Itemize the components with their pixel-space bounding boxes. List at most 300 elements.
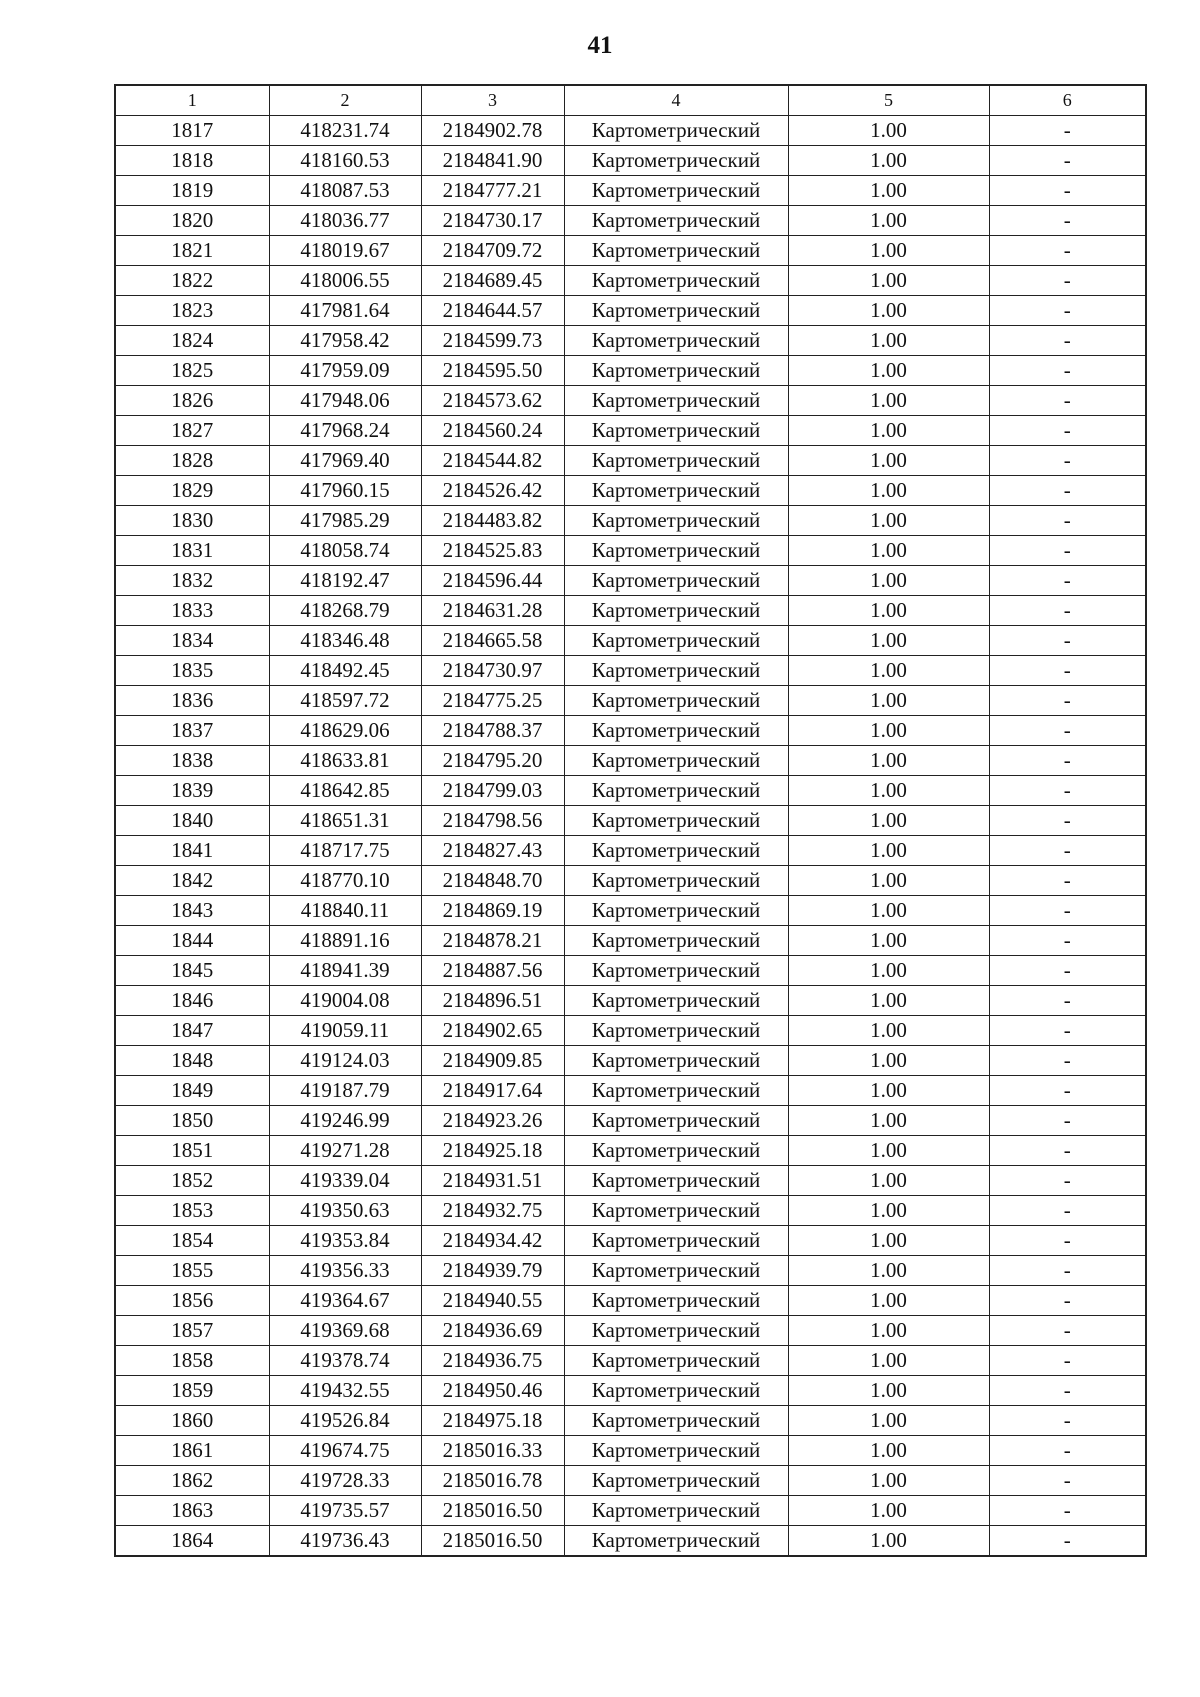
- accuracy-cell: 1.00: [788, 386, 989, 416]
- table-row: [115, 1406, 1146, 1436]
- accuracy-cell: 1.00: [788, 566, 989, 596]
- y-coordinate-cell: 2184644.57: [421, 296, 564, 326]
- table-row: [115, 686, 1146, 716]
- y-coordinate-cell: 2184909.85: [421, 1046, 564, 1076]
- accuracy-cell: 1.00: [788, 926, 989, 956]
- method-cell: Картометрический: [564, 1106, 788, 1136]
- accuracy-cell: 1.00: [788, 146, 989, 176]
- description-cell: -: [989, 656, 1146, 686]
- x-coordinate-cell: 419187.79: [269, 1076, 421, 1106]
- column-header: 5: [788, 85, 989, 116]
- y-coordinate-cell: 2184573.62: [421, 386, 564, 416]
- point-number-cell: 1837: [115, 716, 269, 746]
- table-row: [115, 176, 1146, 206]
- accuracy-cell: 1.00: [788, 1316, 989, 1346]
- method-cell: Картометрический: [564, 1346, 788, 1376]
- y-coordinate-cell: 2184902.65: [421, 1016, 564, 1046]
- point-number-cell: 1822: [115, 266, 269, 296]
- point-number-cell: 1842: [115, 866, 269, 896]
- table-row: [115, 1226, 1146, 1256]
- point-number-cell: 1854: [115, 1226, 269, 1256]
- y-coordinate-cell: 2184483.82: [421, 506, 564, 536]
- table-row: [115, 836, 1146, 866]
- method-cell: Картометрический: [564, 776, 788, 806]
- y-coordinate-cell: 2184896.51: [421, 986, 564, 1016]
- table-row: [115, 956, 1146, 986]
- method-cell: Картометрический: [564, 686, 788, 716]
- table-row: [115, 896, 1146, 926]
- accuracy-cell: 1.00: [788, 266, 989, 296]
- description-cell: -: [989, 416, 1146, 446]
- table-row: [115, 446, 1146, 476]
- point-number-cell: 1863: [115, 1496, 269, 1526]
- method-cell: Картометрический: [564, 266, 788, 296]
- accuracy-cell: 1.00: [788, 1466, 989, 1496]
- description-cell: -: [989, 1166, 1146, 1196]
- method-cell: Картометрический: [564, 1466, 788, 1496]
- point-number-cell: 1821: [115, 236, 269, 266]
- description-cell: -: [989, 1046, 1146, 1076]
- accuracy-cell: 1.00: [788, 356, 989, 386]
- x-coordinate-cell: 418087.53: [269, 176, 421, 206]
- x-coordinate-cell: 419356.33: [269, 1256, 421, 1286]
- x-coordinate-cell: 417981.64: [269, 296, 421, 326]
- y-coordinate-cell: 2184730.17: [421, 206, 564, 236]
- table-row: [115, 566, 1146, 596]
- y-coordinate-cell: 2184709.72: [421, 236, 564, 266]
- table-row: [115, 1076, 1146, 1106]
- y-coordinate-cell: 2184788.37: [421, 716, 564, 746]
- description-cell: -: [989, 1076, 1146, 1106]
- y-coordinate-cell: 2184902.78: [421, 116, 564, 146]
- point-number-cell: 1847: [115, 1016, 269, 1046]
- x-coordinate-cell: 418642.85: [269, 776, 421, 806]
- y-coordinate-cell: 2185016.78: [421, 1466, 564, 1496]
- point-number-cell: 1855: [115, 1256, 269, 1286]
- x-coordinate-cell: 419059.11: [269, 1016, 421, 1046]
- y-coordinate-cell: 2184936.69: [421, 1316, 564, 1346]
- x-coordinate-cell: 419674.75: [269, 1436, 421, 1466]
- x-coordinate-cell: 418770.10: [269, 866, 421, 896]
- method-cell: Картометрический: [564, 1196, 788, 1226]
- y-coordinate-cell: 2184798.56: [421, 806, 564, 836]
- column-header: 3: [421, 85, 564, 116]
- y-coordinate-cell: 2184934.42: [421, 1226, 564, 1256]
- point-number-cell: 1861: [115, 1436, 269, 1466]
- accuracy-cell: 1.00: [788, 1436, 989, 1466]
- method-cell: Картометрический: [564, 1376, 788, 1406]
- description-cell: -: [989, 1436, 1146, 1466]
- description-cell: -: [989, 1226, 1146, 1256]
- method-cell: Картометрический: [564, 296, 788, 326]
- description-cell: -: [989, 206, 1146, 236]
- table-row: [115, 146, 1146, 176]
- point-number-cell: 1859: [115, 1376, 269, 1406]
- method-cell: Картометрический: [564, 356, 788, 386]
- method-cell: Картометрический: [564, 626, 788, 656]
- accuracy-cell: 1.00: [788, 1526, 989, 1557]
- point-number-cell: 1824: [115, 326, 269, 356]
- accuracy-cell: 1.00: [788, 746, 989, 776]
- description-cell: -: [989, 116, 1146, 146]
- y-coordinate-cell: 2184932.75: [421, 1196, 564, 1226]
- page-number: 41: [587, 32, 613, 59]
- x-coordinate-cell: 418629.06: [269, 716, 421, 746]
- method-cell: Картометрический: [564, 236, 788, 266]
- point-number-cell: 1817: [115, 116, 269, 146]
- description-cell: -: [989, 506, 1146, 536]
- accuracy-cell: 1.00: [788, 866, 989, 896]
- method-cell: Картометрический: [564, 986, 788, 1016]
- accuracy-cell: 1.00: [788, 1166, 989, 1196]
- table-row: [115, 1046, 1146, 1076]
- table-row: [115, 206, 1146, 236]
- point-number-cell: 1832: [115, 566, 269, 596]
- method-cell: Картометрический: [564, 1166, 788, 1196]
- x-coordinate-cell: 418717.75: [269, 836, 421, 866]
- point-number-cell: 1825: [115, 356, 269, 386]
- accuracy-cell: 1.00: [788, 896, 989, 926]
- description-cell: -: [989, 836, 1146, 866]
- method-cell: Картометрический: [564, 1526, 788, 1557]
- y-coordinate-cell: 2185016.50: [421, 1496, 564, 1526]
- point-number-cell: 1849: [115, 1076, 269, 1106]
- description-cell: -: [989, 626, 1146, 656]
- method-cell: Картометрический: [564, 1046, 788, 1076]
- y-coordinate-cell: 2184887.56: [421, 956, 564, 986]
- method-cell: Картометрический: [564, 506, 788, 536]
- point-number-cell: 1841: [115, 836, 269, 866]
- method-cell: Картометрический: [564, 1016, 788, 1046]
- method-cell: Картометрический: [564, 1226, 788, 1256]
- table-row: [115, 626, 1146, 656]
- description-cell: -: [989, 686, 1146, 716]
- point-number-cell: 1844: [115, 926, 269, 956]
- accuracy-cell: 1.00: [788, 236, 989, 266]
- table-row: [115, 1436, 1146, 1466]
- x-coordinate-cell: 418006.55: [269, 266, 421, 296]
- x-coordinate-cell: 419432.55: [269, 1376, 421, 1406]
- point-number-cell: 1819: [115, 176, 269, 206]
- table-row: [115, 1136, 1146, 1166]
- description-cell: -: [989, 776, 1146, 806]
- y-coordinate-cell: 2184950.46: [421, 1376, 564, 1406]
- table-header-row: [115, 85, 1146, 116]
- accuracy-cell: 1.00: [788, 176, 989, 206]
- accuracy-cell: 1.00: [788, 1046, 989, 1076]
- description-cell: -: [989, 1016, 1146, 1046]
- x-coordinate-cell: 419728.33: [269, 1466, 421, 1496]
- y-coordinate-cell: 2184869.19: [421, 896, 564, 926]
- accuracy-cell: 1.00: [788, 626, 989, 656]
- y-coordinate-cell: 2184917.64: [421, 1076, 564, 1106]
- x-coordinate-cell: 418840.11: [269, 896, 421, 926]
- table-row: [115, 326, 1146, 356]
- accuracy-cell: 1.00: [788, 206, 989, 236]
- x-coordinate-cell: 418651.31: [269, 806, 421, 836]
- method-cell: Картометрический: [564, 866, 788, 896]
- accuracy-cell: 1.00: [788, 1346, 989, 1376]
- y-coordinate-cell: 2184939.79: [421, 1256, 564, 1286]
- method-cell: Картометрический: [564, 806, 788, 836]
- description-cell: -: [989, 956, 1146, 986]
- y-coordinate-cell: 2184925.18: [421, 1136, 564, 1166]
- description-cell: -: [989, 1466, 1146, 1496]
- y-coordinate-cell: 2184526.42: [421, 476, 564, 506]
- description-cell: -: [989, 1136, 1146, 1166]
- table-row: [115, 1166, 1146, 1196]
- x-coordinate-cell: 418036.77: [269, 206, 421, 236]
- point-number-cell: 1818: [115, 146, 269, 176]
- accuracy-cell: 1.00: [788, 416, 989, 446]
- x-coordinate-cell: 418597.72: [269, 686, 421, 716]
- x-coordinate-cell: 419526.84: [269, 1406, 421, 1436]
- table-body: [115, 85, 1146, 1556]
- y-coordinate-cell: 2184799.03: [421, 776, 564, 806]
- x-coordinate-cell: 418231.74: [269, 116, 421, 146]
- table-row: [115, 386, 1146, 416]
- x-coordinate-cell: 417969.40: [269, 446, 421, 476]
- table-row: [115, 1016, 1146, 1046]
- table-row: [115, 1316, 1146, 1346]
- x-coordinate-cell: 419124.03: [269, 1046, 421, 1076]
- table-row: [115, 416, 1146, 446]
- description-cell: -: [989, 1496, 1146, 1526]
- point-number-cell: 1851: [115, 1136, 269, 1166]
- x-coordinate-cell: 419735.57: [269, 1496, 421, 1526]
- point-number-cell: 1857: [115, 1316, 269, 1346]
- column-header: 4: [564, 85, 788, 116]
- method-cell: Картометрический: [564, 476, 788, 506]
- y-coordinate-cell: 2184730.97: [421, 656, 564, 686]
- x-coordinate-cell: 417985.29: [269, 506, 421, 536]
- y-coordinate-cell: 2184940.55: [421, 1286, 564, 1316]
- x-coordinate-cell: 419004.08: [269, 986, 421, 1016]
- x-coordinate-cell: 418058.74: [269, 536, 421, 566]
- description-cell: -: [989, 536, 1146, 566]
- x-coordinate-cell: 419246.99: [269, 1106, 421, 1136]
- table-row: [115, 506, 1146, 536]
- description-cell: -: [989, 146, 1146, 176]
- method-cell: Картометрический: [564, 1256, 788, 1286]
- method-cell: Картометрический: [564, 1286, 788, 1316]
- table-row: [115, 866, 1146, 896]
- x-coordinate-cell: 417948.06: [269, 386, 421, 416]
- y-coordinate-cell: 2184560.24: [421, 416, 564, 446]
- x-coordinate-cell: 419271.28: [269, 1136, 421, 1166]
- y-coordinate-cell: 2184665.58: [421, 626, 564, 656]
- point-number-cell: 1831: [115, 536, 269, 566]
- method-cell: Картометрический: [564, 746, 788, 776]
- y-coordinate-cell: 2184936.75: [421, 1346, 564, 1376]
- y-coordinate-cell: 2184596.44: [421, 566, 564, 596]
- y-coordinate-cell: 2185016.33: [421, 1436, 564, 1466]
- description-cell: -: [989, 986, 1146, 1016]
- x-coordinate-cell: 417960.15: [269, 476, 421, 506]
- description-cell: -: [989, 716, 1146, 746]
- point-number-cell: 1850: [115, 1106, 269, 1136]
- x-coordinate-cell: 418891.16: [269, 926, 421, 956]
- x-coordinate-cell: 418019.67: [269, 236, 421, 266]
- description-cell: -: [989, 266, 1146, 296]
- x-coordinate-cell: 419364.67: [269, 1286, 421, 1316]
- table-row: [115, 266, 1146, 296]
- description-cell: -: [989, 1106, 1146, 1136]
- accuracy-cell: 1.00: [788, 986, 989, 1016]
- table-row: [115, 986, 1146, 1016]
- method-cell: Картометрический: [564, 1136, 788, 1166]
- accuracy-cell: 1.00: [788, 596, 989, 626]
- description-cell: -: [989, 1256, 1146, 1286]
- accuracy-cell: 1.00: [788, 536, 989, 566]
- column-header: 2: [269, 85, 421, 116]
- column-header: 1: [115, 85, 269, 116]
- accuracy-cell: 1.00: [788, 116, 989, 146]
- table-row: [115, 1346, 1146, 1376]
- y-coordinate-cell: 2184599.73: [421, 326, 564, 356]
- accuracy-cell: 1.00: [788, 836, 989, 866]
- point-number-cell: 1835: [115, 656, 269, 686]
- x-coordinate-cell: 419736.43: [269, 1526, 421, 1557]
- accuracy-cell: 1.00: [788, 296, 989, 326]
- table-row: [115, 656, 1146, 686]
- description-cell: -: [989, 1346, 1146, 1376]
- x-coordinate-cell: 418192.47: [269, 566, 421, 596]
- method-cell: Картометрический: [564, 416, 788, 446]
- accuracy-cell: 1.00: [788, 506, 989, 536]
- description-cell: -: [989, 746, 1146, 776]
- method-cell: Картометрический: [564, 656, 788, 686]
- method-cell: Картометрический: [564, 1496, 788, 1526]
- table-row: [115, 1106, 1146, 1136]
- x-coordinate-cell: 417968.24: [269, 416, 421, 446]
- method-cell: Картометрический: [564, 206, 788, 236]
- method-cell: Картометрический: [564, 1406, 788, 1436]
- x-coordinate-cell: 419369.68: [269, 1316, 421, 1346]
- method-cell: Картометрический: [564, 326, 788, 356]
- point-number-cell: 1858: [115, 1346, 269, 1376]
- y-coordinate-cell: 2184841.90: [421, 146, 564, 176]
- y-coordinate-cell: 2184827.43: [421, 836, 564, 866]
- point-number-cell: 1833: [115, 596, 269, 626]
- point-number-cell: 1845: [115, 956, 269, 986]
- y-coordinate-cell: 2184689.45: [421, 266, 564, 296]
- accuracy-cell: 1.00: [788, 1016, 989, 1046]
- description-cell: -: [989, 566, 1146, 596]
- description-cell: -: [989, 1196, 1146, 1226]
- point-number-cell: 1820: [115, 206, 269, 236]
- point-number-cell: 1823: [115, 296, 269, 326]
- description-cell: -: [989, 386, 1146, 416]
- method-cell: Картометрический: [564, 926, 788, 956]
- y-coordinate-cell: 2184631.28: [421, 596, 564, 626]
- y-coordinate-cell: 2184795.20: [421, 746, 564, 776]
- table-row: [115, 806, 1146, 836]
- accuracy-cell: 1.00: [788, 1226, 989, 1256]
- method-cell: Картометрический: [564, 1076, 788, 1106]
- table-row: [115, 116, 1146, 146]
- method-cell: Картометрический: [564, 716, 788, 746]
- y-coordinate-cell: 2184544.82: [421, 446, 564, 476]
- description-cell: -: [989, 326, 1146, 356]
- accuracy-cell: 1.00: [788, 476, 989, 506]
- point-number-cell: 1846: [115, 986, 269, 1016]
- x-coordinate-cell: 419350.63: [269, 1196, 421, 1226]
- table-row: [115, 1496, 1146, 1526]
- table-row: [115, 1196, 1146, 1226]
- accuracy-cell: 1.00: [788, 1106, 989, 1136]
- accuracy-cell: 1.00: [788, 776, 989, 806]
- accuracy-cell: 1.00: [788, 656, 989, 686]
- point-number-cell: 1830: [115, 506, 269, 536]
- accuracy-cell: 1.00: [788, 716, 989, 746]
- accuracy-cell: 1.00: [788, 686, 989, 716]
- accuracy-cell: 1.00: [788, 1376, 989, 1406]
- description-cell: -: [989, 356, 1146, 386]
- accuracy-cell: 1.00: [788, 1256, 989, 1286]
- method-cell: Картометрический: [564, 596, 788, 626]
- method-cell: Картометрический: [564, 446, 788, 476]
- description-cell: -: [989, 596, 1146, 626]
- method-cell: Картометрический: [564, 146, 788, 176]
- method-cell: Картометрический: [564, 956, 788, 986]
- table-row: [115, 476, 1146, 506]
- point-number-cell: 1839: [115, 776, 269, 806]
- table-row: [115, 776, 1146, 806]
- x-coordinate-cell: 418268.79: [269, 596, 421, 626]
- point-number-cell: 1852: [115, 1166, 269, 1196]
- y-coordinate-cell: 2184525.83: [421, 536, 564, 566]
- point-number-cell: 1840: [115, 806, 269, 836]
- x-coordinate-cell: 419353.84: [269, 1226, 421, 1256]
- method-cell: Картометрический: [564, 836, 788, 866]
- table-row: [115, 746, 1146, 776]
- table-row: [115, 716, 1146, 746]
- accuracy-cell: 1.00: [788, 1496, 989, 1526]
- table-row: [115, 926, 1146, 956]
- accuracy-cell: 1.00: [788, 1136, 989, 1166]
- method-cell: Картометрический: [564, 1436, 788, 1466]
- method-cell: Картометрический: [564, 896, 788, 926]
- description-cell: -: [989, 476, 1146, 506]
- description-cell: -: [989, 1526, 1146, 1557]
- accuracy-cell: 1.00: [788, 1076, 989, 1106]
- description-cell: -: [989, 1316, 1146, 1346]
- description-cell: -: [989, 1376, 1146, 1406]
- x-coordinate-cell: 418492.45: [269, 656, 421, 686]
- description-cell: -: [989, 1406, 1146, 1436]
- table-row: [115, 1286, 1146, 1316]
- description-cell: -: [989, 446, 1146, 476]
- method-cell: Картометрический: [564, 536, 788, 566]
- point-number-cell: 1843: [115, 896, 269, 926]
- method-cell: Картометрический: [564, 1316, 788, 1346]
- point-number-cell: 1862: [115, 1466, 269, 1496]
- y-coordinate-cell: 2185016.50: [421, 1526, 564, 1557]
- point-number-cell: 1826: [115, 386, 269, 416]
- point-number-cell: 1834: [115, 626, 269, 656]
- point-number-cell: 1827: [115, 416, 269, 446]
- table-row: [115, 596, 1146, 626]
- accuracy-cell: 1.00: [788, 1196, 989, 1226]
- table-row: [115, 296, 1146, 326]
- accuracy-cell: 1.00: [788, 1406, 989, 1436]
- x-coordinate-cell: 418633.81: [269, 746, 421, 776]
- table-row: [115, 1466, 1146, 1496]
- y-coordinate-cell: 2184878.21: [421, 926, 564, 956]
- x-coordinate-cell: 418941.39: [269, 956, 421, 986]
- y-coordinate-cell: 2184923.26: [421, 1106, 564, 1136]
